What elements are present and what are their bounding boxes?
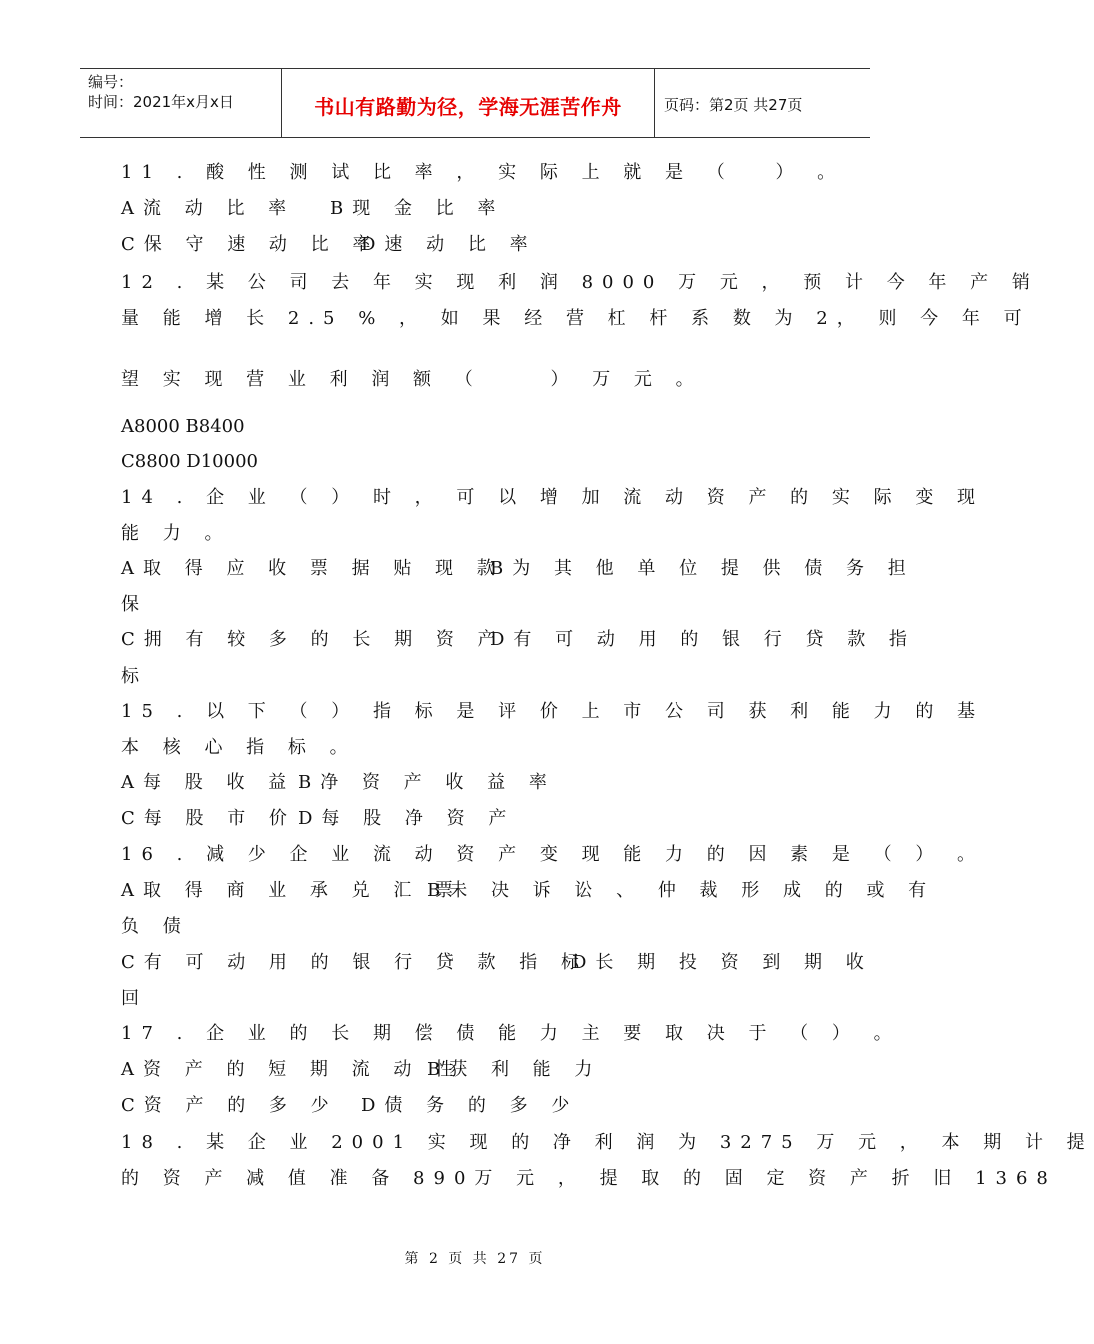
q17-option-a: A资 产 的 短 期 流 动 性: [121, 1059, 463, 1080]
q14-option-b: B为 其 他 单 位 提 供 债 务 担: [490, 558, 915, 579]
q16-option-c: C有 可 动 用 的 银 行 贷 款 指 标: [121, 952, 588, 973]
q17-option-c: C资 产 的 多 少: [121, 1095, 338, 1116]
page-footer: 第 2 页 共 27 页: [404, 1251, 546, 1267]
q16-option-b-wrap: 负 债: [121, 916, 190, 937]
q15-options-ab: [121, 770, 821, 796]
q11-options-cd: [121, 232, 821, 258]
question-14-line-1: 14 . 企 业 （ ） 时 ， 可 以 增 加 流 动 资 产 的 实 际 变 现: [121, 487, 985, 508]
q16-option-d: D长 期 投 资 到 期 收: [572, 952, 873, 973]
q16-options-cd: [121, 950, 873, 976]
q14-options-ab: [121, 556, 915, 582]
question-15-line-2: 本 核 心 指 标 。: [121, 737, 357, 758]
q16-option-a: A取 得 商 业 承 兑 汇 票: [121, 880, 463, 901]
q15-option-d: D每 股 净 资 产: [298, 808, 516, 829]
q14-option-a: A取 得 应 收 票 据 贴 现 款: [121, 558, 504, 579]
q15-options-cd: [121, 806, 821, 832]
q12-options-ab: A8000 B8400: [121, 416, 245, 437]
q17-option-d: D债 务 的 多 少: [361, 1095, 579, 1116]
question-18-line-1: 18 . 某 企 业 2001 实 现 的 净 利 润 为 3275 万 元 ， 本 期 计 提: [121, 1132, 1094, 1153]
question-14-line-2: 能 力 。: [121, 523, 232, 544]
q15-option-c: C每 股 市 价: [121, 808, 296, 829]
question-11: 11 . 酸 性 测 试 比 率 ， 实 际 上 就 是 （ ） 。: [121, 162, 845, 183]
header-page-info: 页码：第2页 共27页: [664, 96, 803, 114]
q16-option-b: B未 决 诉 讼 、 仲 裁 形 成 的 或 有: [427, 880, 936, 901]
q11-option-d: D速 动 比 率: [361, 234, 537, 255]
q15-option-a: A每 股 收 益: [121, 772, 296, 793]
q15-option-b: B净 资 产 收 益 率: [298, 772, 556, 793]
question-15-line-1: 15 . 以 下 （ ） 指 标 是 评 价 上 市 公 司 获 利 能 力 的 基: [121, 701, 985, 722]
q14-options-cd: [121, 627, 916, 653]
q14-option-d-wrap: 标: [121, 666, 148, 687]
question-18-line-2: 的 资 产 减 值 准 备 890万 元 ， 提 取 的 固 定 资 产 折 旧 1368: [121, 1168, 1057, 1189]
question-12-line-1: 12 . 某 公 司 去 年 实 现 利 润 8000 万 元 ， 预 计 今 年 产 销: [121, 272, 1039, 293]
q11-option-a: A流 动 比 率: [121, 198, 296, 219]
q11-option-c: C保 守 速 动 比 率: [121, 234, 380, 255]
q11-option-b: B现 金 比 率: [330, 198, 505, 219]
question-16: 16 . 减 少 企 业 流 动 资 产 变 现 能 力 的 因 素 是 （ ） 。: [121, 844, 985, 865]
header-motto: 书山有路勤为径，学海无涯苦作舟: [314, 95, 622, 119]
q17-options-cd: [121, 1093, 821, 1119]
q14-option-d: D有 可 动 用 的 银 行 贷 款 指: [490, 629, 916, 650]
q11-options-ab: [121, 196, 821, 222]
q16-options-ab: [121, 878, 936, 904]
doc-number-label: 编号：: [88, 73, 134, 91]
question-17: 17 . 企 业 的 长 期 偿 债 能 力 主 要 取 决 于 （ ） 。: [121, 1023, 901, 1044]
q17-option-b: B获 利 能 力: [427, 1059, 602, 1080]
q16-option-d-wrap: 回: [121, 988, 148, 1009]
header-meta: [80, 69, 282, 137]
header-motto-cell: [282, 69, 655, 137]
q14-option-b-wrap: 保: [121, 594, 148, 615]
q17-options-ab: [121, 1057, 821, 1083]
question-12-line-2: 量 能 增 长 2.5 % ， 如 果 经 营 杠 杆 系 数 为 2， 则 今 年 可: [121, 308, 1031, 329]
doc-time-label: 时间：2021年x月x日: [88, 93, 234, 111]
q12-options-cd: C8800 D10000: [121, 451, 258, 472]
question-12-line-3: 望 实 现 营 业 利 润 额 （ ） 万 元 。: [121, 369, 703, 390]
q14-option-c: C拥 有 较 多 的 长 期 资 产: [121, 629, 505, 650]
page-header: [80, 68, 870, 138]
